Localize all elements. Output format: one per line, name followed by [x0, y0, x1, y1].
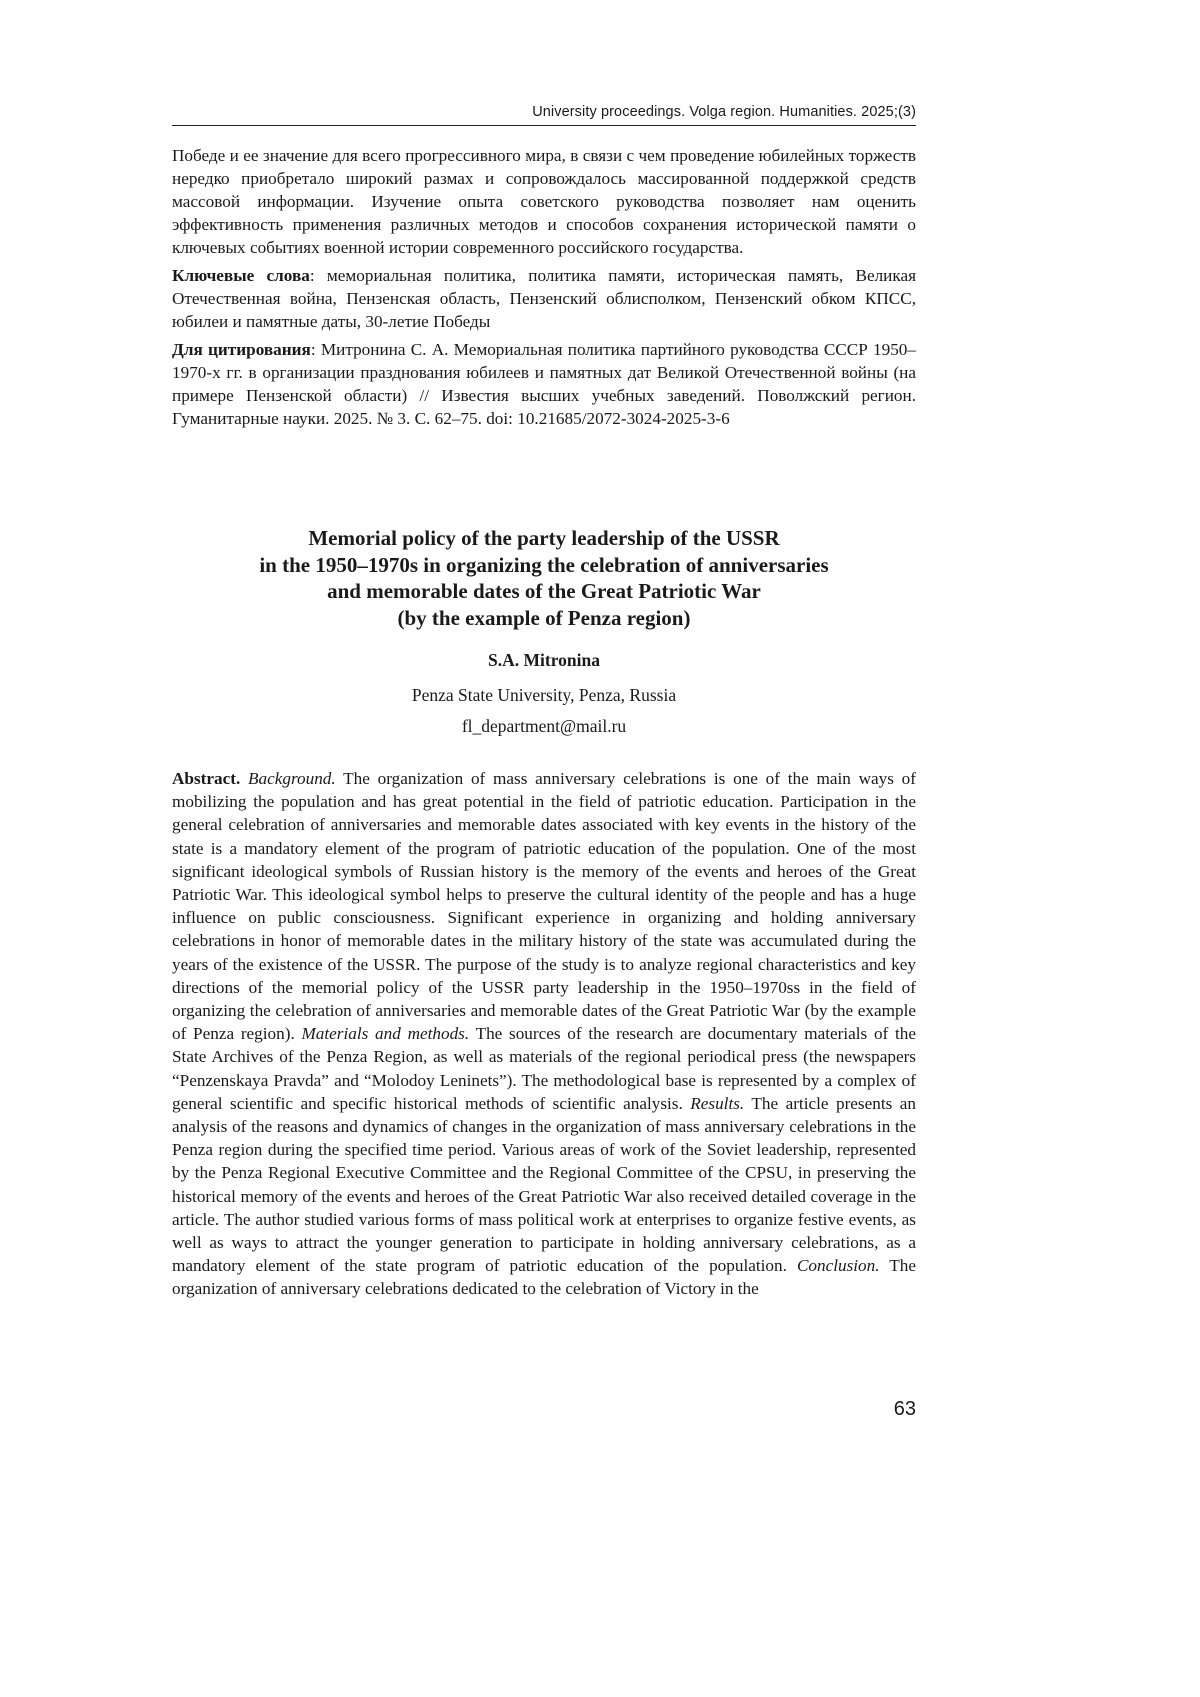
- page-number: 63: [893, 1398, 916, 1420]
- english-title: [172, 525, 916, 631]
- conclusion-label: Conclusion.: [796, 1256, 880, 1276]
- citation-text: : Митронина С. А. Мемориальная политика партийного руководства СССР 1950–1970-х гг. в организации празднования юбилеев и памятных дат Великой Отечественной войны (на примере Пензенской области) // Известия высших учебных заведений. Поволжский регион. Гуманитарные науки. 2025. № 3. С. 62–75. doi: 10.21685/2072-3024-2025-3-6: [172, 340, 916, 428]
- background-label: Background.: [248, 769, 336, 788]
- author-name: S.A. Mitronina: [488, 650, 600, 670]
- author-email: fl_department@mail.ru: [461, 716, 627, 736]
- background-text: The organization of mass anniversary celebrations is one of the main ways of mobilizing the population and has great potential in the field of patriotic education. Participation in the general celebration of anniversaries and memorable dates associated with key events in the history of the state is a mandatory element of the program of patriotic education of the population. One of the most significant ideological symbols of Russian history is the memory of the events and heroes of the Great Patriotic War. This ideological symbol helps to preserve the cultural identity of the people and has a huge influence on public consciousness. Significant experience in organizing and holding anniversary celebrations in honor of memorable dates in the military history of the state was accumulated during the years of the existence of the USSR. The purpose of the study is to analyze regional characteristics and key directions of the memorial policy of the USSR party leadership in the 1950–1970ss in the field of organizing the celebration of anniversaries and memorable dates of the Great Patriotic War (by the example of Penza region).: [172, 769, 917, 1044]
- methods-text: The sources of the research are documentary materials of the State Archives of the Penza Region, as well as materials of the regional periodical press (the newspapers “Penzenskaya Pravda” and “Molodoy Leninets”). The methodological base is represented by a complex of general scientific and specific historical methods of scientific analysis.: [172, 1024, 916, 1113]
- title-line: (by the example of Penza region): [397, 605, 691, 630]
- keywords-label: Ключевые слова: [172, 266, 310, 285]
- results-text: The article presents an analysis of the reasons and dynamics of changes in the organization of mass anniversary celebrations in the Penza region during the specified time period. Various areas of work of the Soviet leadership, represented by the Penza Regional Executive Committee and the Regional Committee of the CPSU, in preserving the historical memory of the events and heroes of the Great Patriotic War also received detailed coverage in the article. The author studied various forms of mass political work at enterprises to organize festive events, as well as ways to attract the younger generation to participate in holding anniversary celebrations, as a mandatory element of the state program of patriotic education of the population.: [172, 1093, 916, 1276]
- header-rule: [172, 125, 916, 126]
- methods-label: Materials and methods.: [301, 1024, 470, 1044]
- russian-citation: [172, 338, 916, 430]
- conclusion-text: The organization of anniversary celebrations dedicated to the celebration of Victory in the: [172, 1256, 916, 1299]
- abstract-paragraph: [172, 767, 916, 1301]
- results-label: Results.: [690, 1093, 745, 1113]
- citation-label: Для цитирования: [172, 340, 311, 359]
- title-line: in the 1950–1970s in organizing the celebration of anniversaries: [259, 552, 829, 577]
- running-head: University proceedings. Volga region. Humanities. 2025;(3): [532, 104, 916, 120]
- russian-keywords: [172, 264, 916, 333]
- title-line: Memorial policy of the party leadership of the USSR: [308, 526, 780, 550]
- title-line: and memorable dates of the Great Patriotic War: [327, 579, 761, 603]
- russian-abstract-block: [172, 144, 916, 435]
- russian-abstract-tail: Победе и ее значение для всего прогрессивного мира, в связи с чем проведение юбилейных торжеств нередко приобретало широкий размах и сопровождалось массированной поддержкой средств массовой информации. Изучение опыта советского руководства позволяет нам оценить эффективность применения различных методов и способов сохранения исторической памяти о ключевых событиях военной истории современного российского государства.: [172, 146, 916, 257]
- keywords-text: : мемориальная политика, политика памяти, историческая память, Великая Отечественная война, Пензенская область, Пензенский облисполком, Пензенский обком КПСС, юбилеи и памятные даты, 30-летие Победы: [172, 266, 916, 331]
- english-abstract: [172, 767, 916, 1301]
- abstract-label: Abstract.: [172, 769, 241, 788]
- author-affiliation: Penza State University, Penza, Russia: [411, 685, 677, 705]
